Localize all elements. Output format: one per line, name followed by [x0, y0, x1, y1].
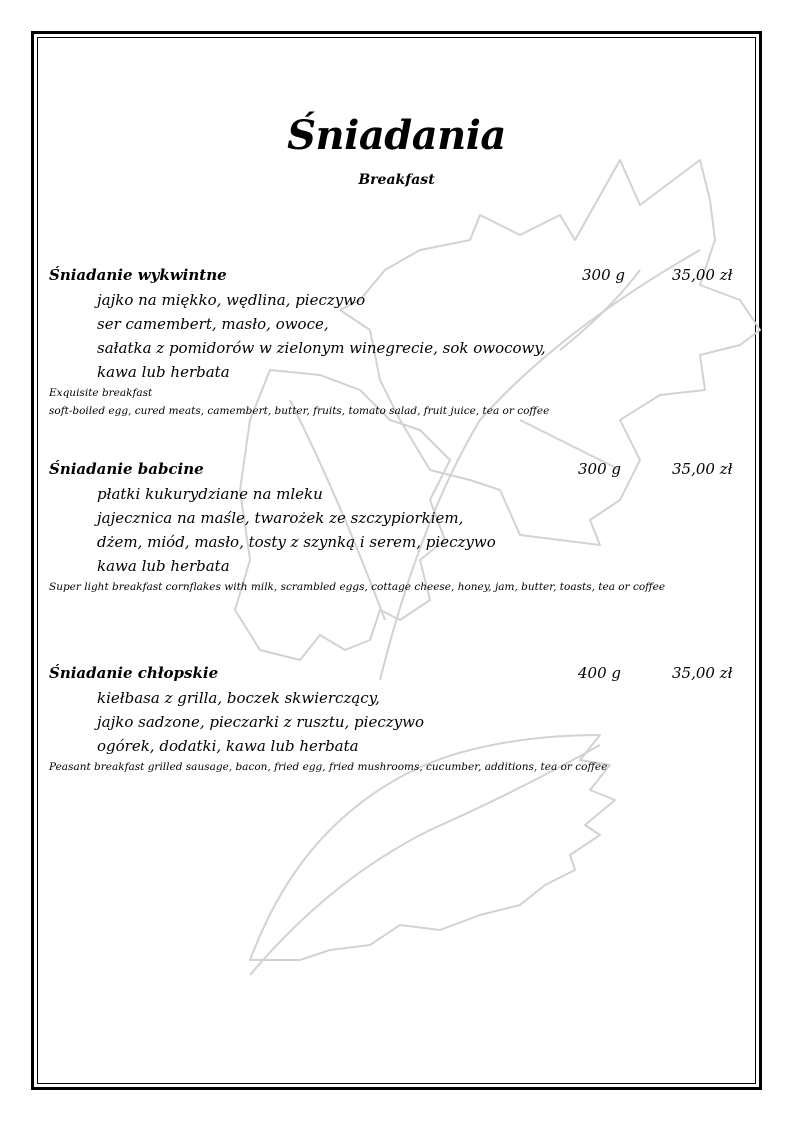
item-description-line: ogórek, dodatki, kawa lub herbata	[97, 737, 359, 755]
item-name: Śniadanie babcine	[49, 460, 204, 478]
item-description-line: płatki kukurydziane na mleku	[97, 485, 323, 503]
item-weight: 400 g	[578, 664, 622, 682]
item-price: 35,00 zł	[672, 664, 733, 682]
item-weight: 300 g	[582, 266, 626, 284]
item-description-line: jajecznica na maśle, twarożek ze szczypiorkiem,	[97, 509, 464, 527]
item-english-description: Super light breakfast cornflakes with milk, scrambled eggs, cottage cheese, honey, jam, butter, toasts, tea or coffee	[49, 581, 666, 593]
item-description-line: ser camembert, masło, owoce,	[97, 315, 329, 333]
bottom-leaf-vein	[250, 745, 600, 975]
item-description-line: kawa lub herbata	[97, 557, 230, 575]
item-english-title: Exquisite breakfast	[49, 387, 153, 399]
page-title: Śniadania	[287, 112, 506, 159]
item-name: Śniadanie chłopskie	[49, 664, 219, 682]
item-english-description: soft-boiled egg, cured meats, camembert, butter, fruits, tomato salad, fruit juice, tea or coffee	[49, 405, 550, 417]
page-subtitle: Breakfast	[358, 172, 435, 188]
item-description-line: dżem, miód, masło, tosty z szynką i serem, pieczywo	[97, 533, 496, 551]
item-description-line: kawa lub herbata	[97, 363, 230, 381]
item-description-line: jajko na miękko, wędlina, pieczywo	[97, 291, 366, 309]
item-description-line: kiełbasa z grilla, boczek skwierczący,	[97, 689, 380, 707]
item-price: 35,00 zł	[672, 266, 733, 284]
item-name: Śniadanie wykwintne	[49, 266, 227, 284]
item-description-line: sałatka z pomidorów w zielonym winegrecie, sok owocowy,	[97, 339, 546, 357]
item-weight: 300 g	[578, 460, 622, 478]
item-description-line: jajko sadzone, pieczarki z rusztu, pieczywo	[97, 713, 424, 731]
item-english-description: Peasant breakfast grilled sausage, bacon, fried egg, fried mushrooms, cucumber, additions, tea or coffee	[49, 761, 608, 773]
item-price: 35,00 zł	[672, 460, 733, 478]
